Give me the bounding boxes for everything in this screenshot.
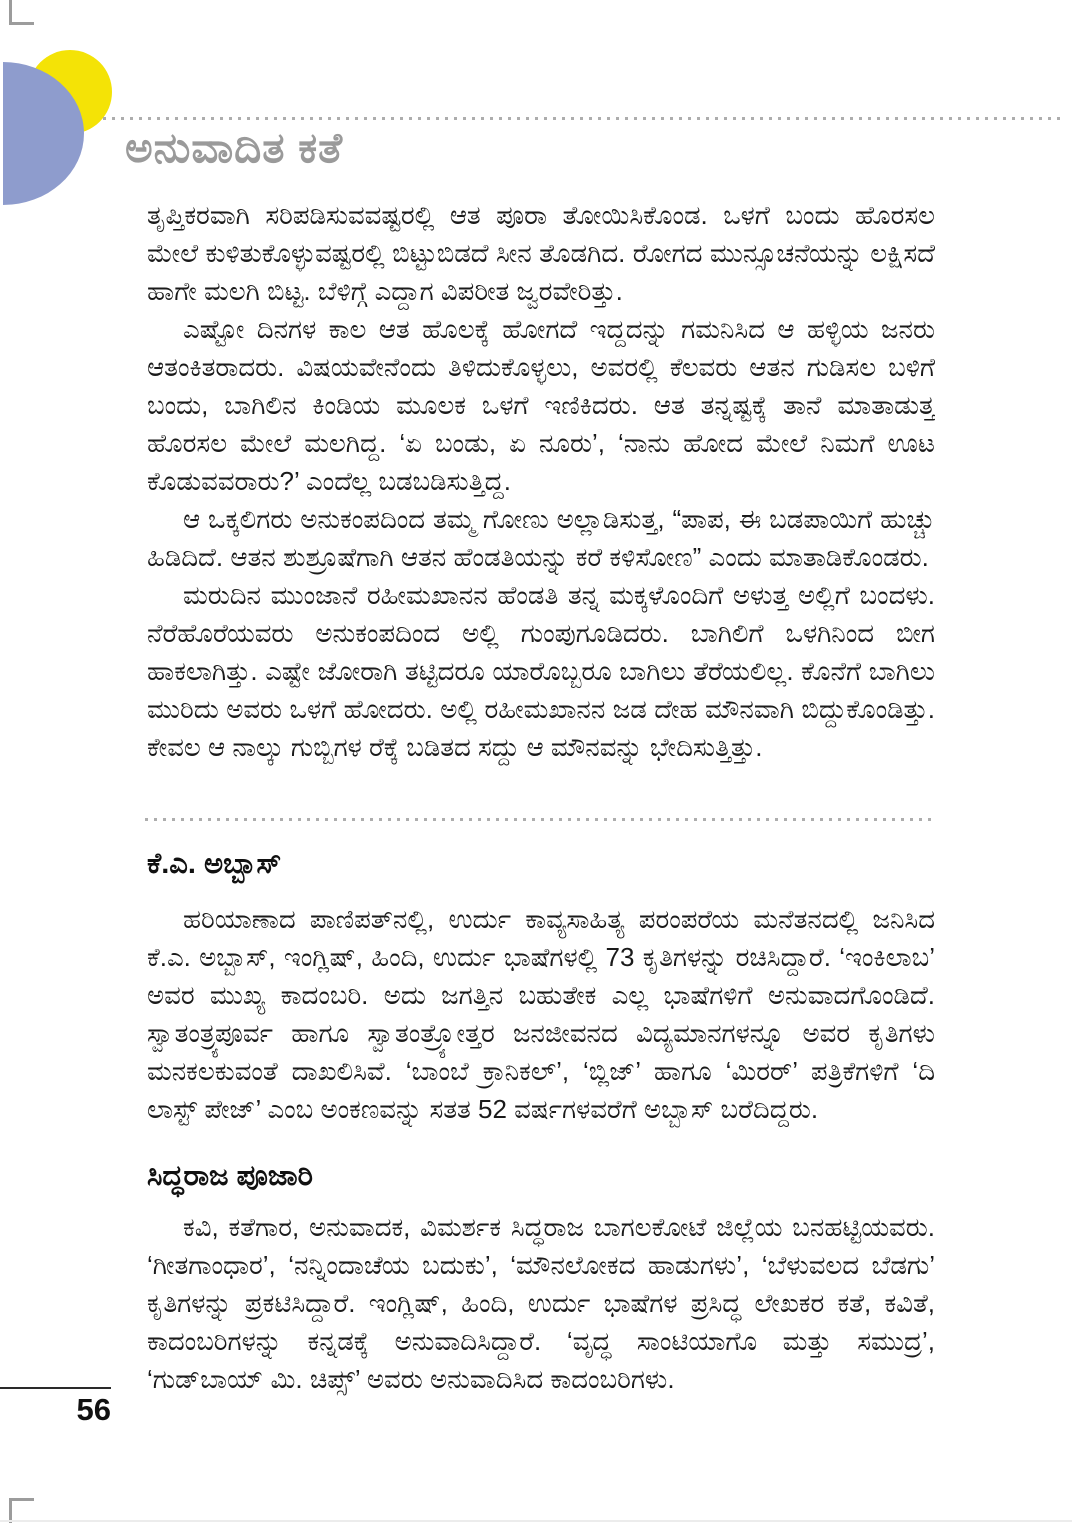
section-separator-dotted-rule bbox=[145, 818, 933, 821]
page-bottom-edge bbox=[0, 1520, 1072, 1522]
story-paragraph: ಆ ಒಕ್ಕಲಿಗರು ಅನುಕಂಪದಿಂದ ತಮ್ಮ ಗೋಣು ಅಲ್ಲಾಡಿಸುತ್ತ, “ಪಾಪ, ಈ ಬಡಪಾಯಿಗೆ ಹುಚ್ಚು ಹಿಡಿದಿದೆ. ಆತನ ಶುಶ್ರೂಷೆಗಾಗಿ ಆತನ ಹೆಂಡತಿಯನ್ನು ಕರೆ ಕಳಿಸೋಣ” ಎಂದು ಮಾತಾಡಿಕೊಂಡರು. bbox=[147, 504, 935, 572]
crop-mark-top-left bbox=[9, 0, 34, 25]
story-paragraph: ತೃಪ್ತಿಕರವಾಗಿ ಸರಿಪಡಿಸುವವಷ್ಟರಲ್ಲಿ ಆತ ಪೂರಾ ತೋಯಿಸಿಕೊಂಡ. ಒಳಗೆ ಬಂದು ಹೊರಸಲ ಮೇಲೆ ಕುಳಿತುಕೊಳ್ಳುವಷ್ಟರಲ್ಲಿ ಬಿಟ್ಟುಬಿಡದೆ ಸೀನ ತೊಡಗಿದ. ರೋಗದ ಮುನ್ಸೂಚನೆಯನ್ನು ಲಕ್ಷಿಸದೆ ಹಾಗೇ ಮಲಗಿ ಬಿಟ್ಟ. ಬೆಳಿಗ್ಗೆ ಎದ್ದಾಗ ವಿಪರೀತ ಜ್ವರವೇರಿತ್ತು. bbox=[147, 200, 935, 306]
story-text bbox=[147, 196, 935, 796]
section-heading-pujari: ಸಿದ್ಧರಾಜ ಪೂಜಾರಿ bbox=[147, 1160, 313, 1192]
page-number: 56 bbox=[76, 1392, 111, 1427]
page-title: ಅನುವಾದಿತ ಕತೆ bbox=[125, 124, 344, 171]
section-heading-abbas: ಕೆ.ಎ. ಅಬ್ಬಾಸ್ bbox=[147, 848, 282, 880]
story-paragraph: ಎಷ್ಟೋ ದಿನಗಳ ಕಾಲ ಆತ ಹೊಲಕ್ಕೆ ಹೋಗದೆ ಇದ್ದದನ್ನು ಗಮನಿಸಿದ ಆ ಹಳ್ಳಿಯ ಜನರು ಆತಂಕಿತರಾದರು. ವಿಷಯವೇನೆಂದು ತಿಳಿದುಕೊಳ್ಳಲು, ಅವರಲ್ಲಿ ಕೆಲವರು ಆತನ ಗುಡಿಸಲ ಬಳಿಗೆ ಬಂದು, ಬಾಗಿಲಿನ ಕಿಂಡಿಯ ಮೂಲಕ ಒಳಗೆ ಇಣಿಕಿದರು. ಆತ ತನ್ನಷ್ಟಕ್ಕೆ ತಾನೆ ಮಾತಾಡುತ್ತ ಹೊರಸಲ ಮೇಲೆ ಮಲಗಿದ್ದ. ‘ಏ ಬಂಡು, ಏ ನೂರು’, ‘ನಾನು ಹೋದ ಮೇಲೆ ನಿಮಗೆ ಊಟ ಕೊಡುವವರಾರು?’ ಎಂದೆಲ್ಲ ಬಡಬಡಿಸುತ್ತಿದ್ದ. bbox=[147, 314, 935, 496]
story-paragraph: ಮರುದಿನ ಮುಂಜಾನೆ ರಹೀಮಖಾನನ ಹೆಂಡತಿ ತನ್ನ ಮಕ್ಕಳೊಂದಿಗೆ ಅಳುತ್ತ ಅಲ್ಲಿಗೆ ಬಂದಳು. ನೆರೆಹೊರೆಯವರು ಅನುಕಂಪದಿಂದ ಅಲ್ಲಿ ಗುಂಪುಗೂಡಿದರು. ಬಾಗಿಲಿಗೆ ಒಳಗಿನಿಂದ ಬೀಗ ಹಾಕಲಾಗಿತ್ತು. ಎಷ್ಟೇ ಜೋರಾಗಿ ತಟ್ಟಿದರೂ ಯಾರೊಬ್ಬರೂ ಬಾಗಿಲು ತೆರೆಯಲಿಲ್ಲ. ಕೊನೆಗೆ ಬಾಗಿಲು ಮುರಿದು ಅವರು ಒಳಗೆ ಹೋದರು. ಅಲ್ಲಿ ರಹೀಮಖಾನನ ಜಡ ದೇಹ ಮೌನವಾಗಿ ಬಿದ್ದುಕೊಂಡಿತ್ತು. ಕೇವಲ ಆ ನಾಲ್ಕು ಗುಬ್ಬಿಗಳ ರೆಕ್ಕೆ ಬಡಿತದ ಸದ್ದು ಆ ಮೌನವನ್ನು ಭೇದಿಸುತ್ತಿತ್ತು. bbox=[147, 580, 935, 762]
section-body-abbas bbox=[147, 900, 935, 1150]
bio-paragraph: ಹರಿಯಾಣಾದ ಪಾಣಿಪತ್‌ನಲ್ಲಿ, ಉರ್ದು ಕಾವ್ಯಸಾಹಿತ್ಯ ಪರಂಪರೆಯ ಮನೆತನದಲ್ಲಿ ಜನಿಸಿದ ಕೆ.ಎ. ಅಬ್ಬಾಸ್, ಇಂಗ್ಲಿಷ್, ಹಿಂದಿ, ಉರ್ದು ಭಾಷೆಗಳಲ್ಲಿ 73 ಕೃತಿಗಳನ್ನು ರಚಿಸಿದ್ದಾರೆ. ‘ಇಂಕಿಲಾಬ’ ಅವರ ಮುಖ್ಯ ಕಾದಂಬರಿ. ಅದು ಜಗತ್ತಿನ ಬಹುತೇಕ ಎಲ್ಲ ಭಾಷೆಗಳಿಗೆ ಅನುವಾದಗೊಂಡಿದೆ. ಸ್ವಾತಂತ್ರ್ಯಪೂರ್ವ ಹಾಗೂ ಸ್ವಾತಂತ್ರ್ಯೋತ್ತರ ಜನಜೀವನದ ವಿದ್ಯಮಾನಗಳನ್ನೂ ಅವರ ಕೃತಿಗಳು ಮನಕಲಕುವಂತೆ ದಾಖಲಿಸಿವೆ. ‘ಬಾಂಬೆ ಕ್ರಾನಿಕಲ್’, ‘ಬ್ಲಿಜ್’ ಹಾಗೂ ‘ಮಿರರ್’ ಪತ್ರಿಕೆಗಳಿಗೆ ‘ದಿ ಲಾಸ್ಟ್ ಪೇಜ್’ ಎಂಬ ಅಂಕಣವನ್ನು ಸತತ 52 ವರ್ಷಗಳವರೆಗೆ ಅಬ್ಬಾಸ್ ಬರೆದಿದ್ದರು. bbox=[147, 904, 935, 1124]
section-body-pujari bbox=[147, 1208, 935, 1448]
bio-paragraph: ಕವಿ, ಕತೆಗಾರ, ಅನುವಾದಕ, ವಿಮರ್ಶಕ ಸಿದ್ಧರಾಜ ಬಾಗಲಕೋಟೆ ಜಿಲ್ಲೆಯ ಬನಹಟ್ಟಿಯವರು. ‘ಗೀತಗಾಂಧಾರ’, ‘ನನ್ನಿಂದಾಚೆಯ ಬದುಕು’, ‘ಮೌನಲೋಕದ ಹಾಡುಗಳು’, ‘ಬೆಳುವಲದ ಬೆಡಗು’ ಕೃತಿಗಳನ್ನು ಪ್ರಕಟಿಸಿದ್ದಾರೆ. ಇಂಗ್ಲಿಷ್, ಹಿಂದಿ, ಉರ್ದು ಭಾಷೆಗಳ ಪ್ರಸಿದ್ಧ ಲೇಖಕರ ಕತೆ, ಕವಿತೆ, ಕಾದಂಬರಿಗಳನ್ನು ಕನ್ನಡಕ್ಕೆ ಅನುವಾದಿಸಿದ್ದಾರೆ. ‘ವೃದ್ಧ ಸಾಂಟಿಯಾಗೊ ಮತ್ತು ಸಮುದ್ರ’, ‘ಗುಡ್‌ಬಾಯ್ ಮಿ. ಚಿಪ್ಸ್’ ಅವರು ಅನುವಾದಿಸಿದ ಕಾದಂಬರಿಗಳು. bbox=[147, 1212, 935, 1394]
page-number-rule bbox=[0, 1387, 111, 1389]
header-dotted-rule bbox=[103, 117, 1060, 120]
